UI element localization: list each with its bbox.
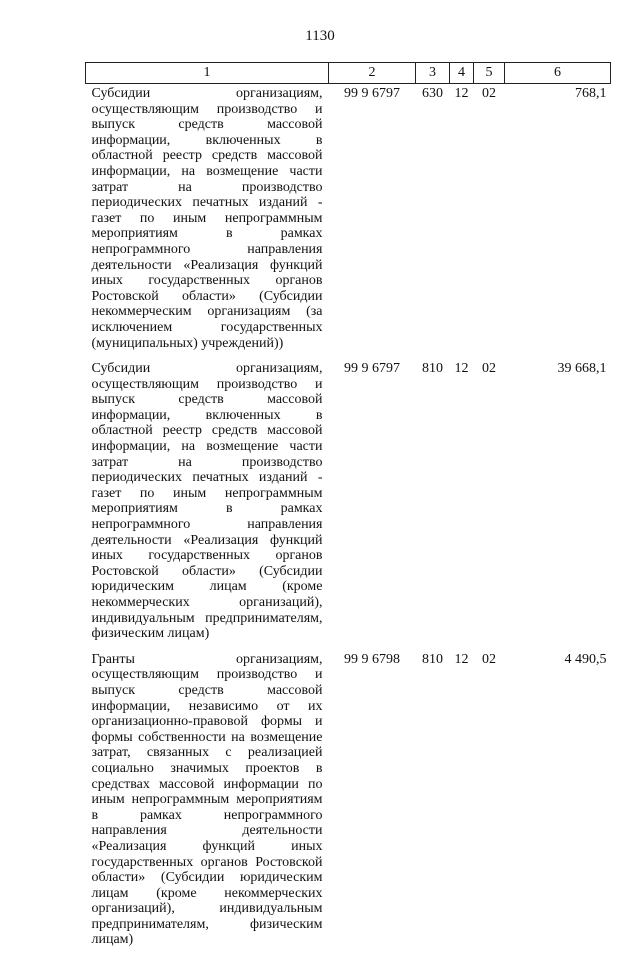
table-row [86, 359, 611, 650]
row-description: Гранты организациям, осуществляющим производство и выпуск средств массовой информации, независимо от их организационно-правовой формы и формы собственности на возмещение затрат, связанных с реализацией социально значимых проектов в средствах массовой информации по иным непрограммным мероприятиям в рамках непрограммного направления деятельности «Реализация функций иных государственных органов Ростовской области» (Субсидии юридическим лицам (кроме некоммерческих организаций), индивидуальным предпринимателям, физическим лицам) [91, 651, 323, 948]
row-target-code: 99 9 6797 [344, 361, 400, 377]
row-target-code: 99 9 6798 [344, 651, 400, 667]
column-header-description: 1 [86, 63, 329, 84]
row-amount: 768,1 [575, 86, 607, 101]
column-header-rz: 4 [450, 63, 474, 84]
row-description: Субсидии организациям, осуществляющим производство и выпуск средств массовой информации, включенных в областной реестр средств массовой информации, на возмещение части затрат на производство периодических печатных изданий - газет по иным непрограммным мероприятиям в рамках непрограммного направления деятельности «Реализация функций иных государственных органов Ростовской области» (Субсидии юридическим лицам (кроме некоммерческих организаций), индивидуальным предпринимателям, физическим лицам) [91, 361, 323, 642]
row-expense-type: 630 [422, 86, 443, 101]
page-number: 1130 [305, 28, 335, 44]
table-row [86, 650, 611, 956]
column-header-vr: 3 [416, 63, 450, 84]
row-subsection: 02 [482, 651, 496, 667]
budget-table [85, 62, 611, 956]
row-section: 12 [454, 361, 469, 377]
row-target-code: 99 9 6797 [344, 86, 400, 101]
row-expense-type: 810 [422, 361, 443, 377]
row-subsection: 02 [482, 361, 496, 377]
column-header-amount: 6 [505, 63, 611, 84]
column-header-code: 2 [329, 63, 416, 84]
table-header-row [86, 63, 611, 84]
row-amount: 39 668,1 [557, 361, 607, 377]
row-subsection: 02 [482, 86, 496, 101]
table-row [86, 84, 611, 360]
row-amount: 4 490,5 [564, 651, 607, 667]
row-section: 12 [454, 651, 469, 667]
row-expense-type: 810 [422, 651, 443, 667]
row-section: 12 [454, 86, 469, 101]
row-description: Субсидии организациям, осуществляющим производство и выпуск средств массовой информации, включенных в областной реестр средств массовой информации, на возмещение части затрат на производство периодических печатных изданий - газет по иным непрограммным мероприятиям в рамках непрограммного направления деятельности «Реализация функций иных государственных органов Ростовской области» (Субсидии некоммерческим организациям (за исключением государственных (муниципальных) учреждений)) [91, 86, 323, 351]
column-header-pr: 5 [474, 63, 505, 84]
